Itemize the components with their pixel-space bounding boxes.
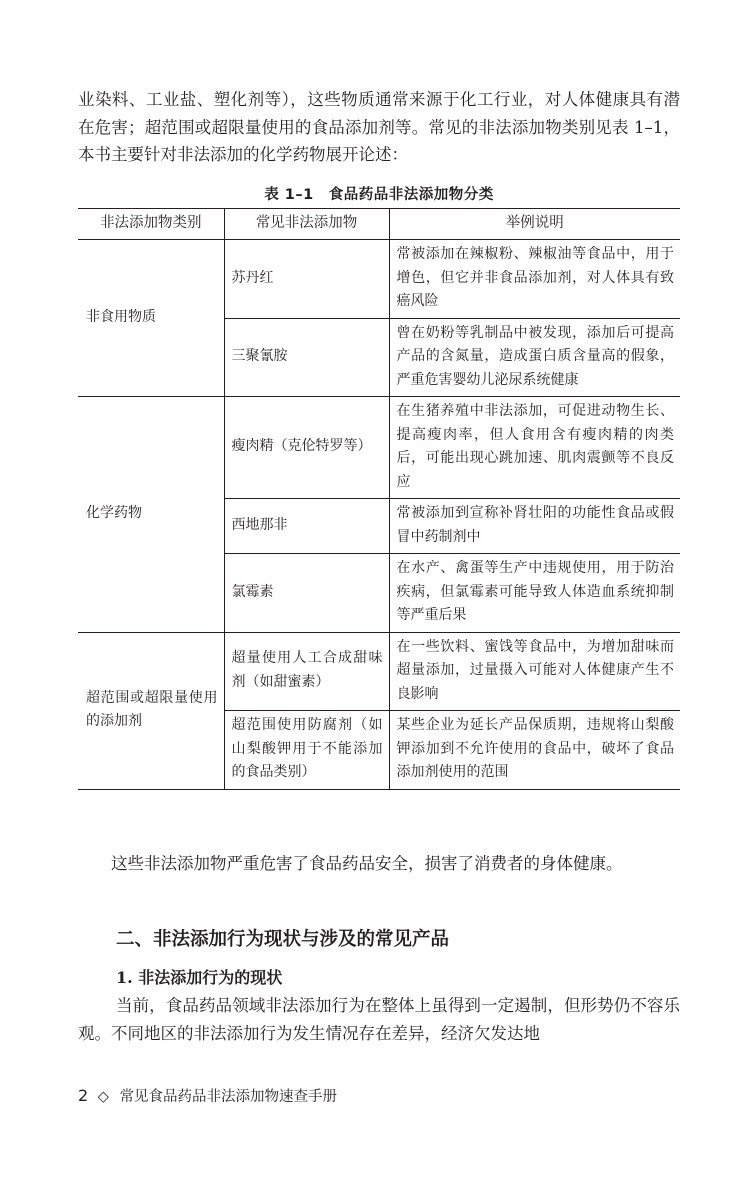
additive-name-cell: 超范围使用防腐剂（如山梨酸钾用于不能添加的食品类别） (224, 711, 389, 790)
section-heading: 二、非法添加行为现状与涉及的常见产品 (116, 929, 450, 950)
page-number: 2 (78, 1086, 89, 1105)
example-desc-cell: 常被添加到宣称补肾壮阳的功能性食品或假冒中药制剂中 (389, 499, 680, 554)
table-row (78, 397, 680, 499)
subsection-heading: 1. 非法添加行为的现状 (116, 968, 283, 987)
additive-name-cell: 超量使用人工合成甜味剂（如甜蜜素） (224, 632, 389, 711)
example-desc-cell: 某些企业为延长产品保质期，违规将山梨酸钾添加到不允许使用的食品中，破坏了食品添加剂使用的范围 (389, 711, 680, 790)
table-header-row (78, 209, 680, 240)
page-footer (78, 1085, 337, 1106)
table-row (78, 632, 680, 711)
book-title: 常见食品药品非法添加物速查手册 (119, 1089, 338, 1105)
table-caption: 表 1–1 食品药品非法添加物分类 (264, 187, 494, 203)
outro-paragraph: 这些非法添加物严重危害了食品药品安全，损害了消费者的身体健康。 (111, 854, 623, 873)
example-desc-cell: 常被添加在辣椒粉、辣椒油等食品中，用于增色，但它并非食品添加剂，对人体具有致癌风险 (389, 240, 680, 319)
table-row (78, 240, 680, 319)
additive-classification-table (78, 208, 680, 790)
header-additive: 常见非法添加物 (224, 209, 389, 240)
intro-paragraph: 业染料、工业盐、塑化剂等），这些物质通常来源于化工行业，对人体健康具有潜在危害；超范围或超限量使用的食品添加剂等。常见的非法添加物类别见表 1–1，本书主要针对非法添加的化学药物展开论述： (78, 90, 680, 164)
category-cell: 超范围或超限量使用的添加剂 (78, 632, 224, 789)
example-desc-cell: 在一些饮料、蜜饯等食品中，为增加甜味而超量添加，过量摄入可能对人体健康产生不良影响 (389, 632, 680, 711)
additive-name-cell: 苏丹红 (224, 240, 389, 319)
diamond-icon: ◇ (97, 1089, 109, 1105)
example-desc-cell: 在生猪养殖中非法添加，可促进动物生长、提高瘦肉率，但人食用含有瘦肉精的肉类后，可能出现心跳加速、肌肉震颤等不良反应 (389, 397, 680, 499)
additive-name-cell: 氯霉素 (224, 554, 389, 633)
category-cell: 化学药物 (78, 397, 224, 633)
header-category: 非法添加物类别 (78, 209, 224, 240)
header-example: 举例说明 (389, 209, 680, 240)
example-desc-cell: 曾在奶粉等乳制品中被发现，添加后可提高产品的含氮量，造成蛋白质含量高的假象，严重危害婴幼儿泌尿系统健康 (389, 318, 680, 397)
body-paragraph: 当前，食品药品领域非法添加行为在整体上虽得到一定遏制，但形势仍不容乐观。不同地区的非法添加行为发生情况存在差异，经济欠发达地 (78, 996, 680, 1043)
additive-name-cell: 三聚氰胺 (224, 318, 389, 397)
category-cell: 非食用物质 (86, 308, 156, 325)
example-desc-cell: 在水产、禽蛋等生产中违规使用，用于防治疾病，但氯霉素可能导致人体造血系统抑制等严重后果 (389, 554, 680, 633)
additive-name-cell: 瘦肉精（克伦特罗等） (224, 397, 389, 499)
additive-name-cell: 西地那非 (224, 499, 389, 554)
